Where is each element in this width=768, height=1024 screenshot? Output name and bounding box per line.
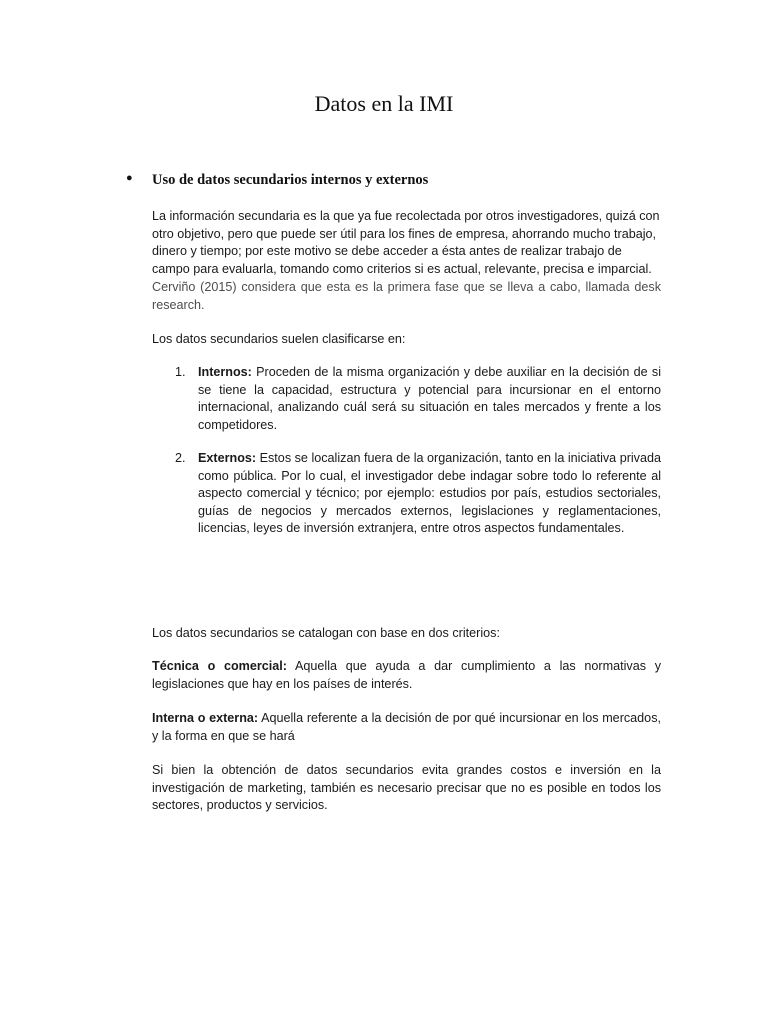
list-item-body xyxy=(198,364,661,434)
closing-paragraph: Si bien la obtención de datos secundarios evita grandes costos e inversión en la investigación de marketing, también es necesario precisar que no es posible en todos los sectores, productos y servicios. xyxy=(152,763,661,813)
list-item-term: Externos: xyxy=(198,451,257,465)
intro-paragraph: La información secundaria es la que ya fue recolectada por otros investigadores, quizá con otro objetivo, pero que puede ser útil para los fines de empresa, ahorrando mucho trabajo, dinero y tiempo; por este motivo se debe acceder a ésta antes de realizar trabajo de campo para evaluarla, tomando como criterios si es actual, relevante, precisa e imparcial. xyxy=(152,209,660,276)
criteria-intro: Los datos secundarios se catalogan con base en dos criterios: xyxy=(152,626,500,640)
criteria-text: Aquella referente a la decisión de por qué incursionar en los mercados, y la forma en que se hará xyxy=(152,711,661,743)
criteria-item xyxy=(152,658,661,693)
classification-intro: Los datos secundarios suelen clasificarse en: xyxy=(152,332,406,346)
criteria-item xyxy=(152,710,661,745)
criteria-text: Aquella que ayuda a dar cumplimiento a las normativas y legislaciones que hay en los países de interés. xyxy=(152,659,661,691)
citation-paragraph: Cerviño (2015) considera que esta es la primera fase que se lleva a cabo, llamada desk research. xyxy=(152,280,661,312)
bullet-icon: ● xyxy=(126,172,133,184)
list-item-number: 2. xyxy=(175,451,186,465)
list-item-text: Proceden de la misma organización y debe auxiliar en la decisión de si se tiene la capacidad, estructura y potencial para incursionar en el entorno internacional, analizando cuál será su situación en tales mercados y frente a los competidores. xyxy=(198,365,661,432)
document-title: Datos en la IMI xyxy=(314,91,454,116)
list-item-number: 1. xyxy=(175,365,186,379)
list-item-term: Internos: xyxy=(198,365,252,379)
list-item-body xyxy=(198,450,661,538)
section-heading-text: Uso de datos secundarios internos y externos xyxy=(152,172,429,188)
criteria-term: Interna o externa: xyxy=(152,711,259,725)
list-item-text: Estos se localizan fuera de la organización, tanto en la iniciativa privada como pública. Por lo cual, el investigador debe indagar sobre todo lo referente al aspecto comercial y técnico; por ejemplo: estudios por país, estudios sectoriales, guías de negocios y mercados externos, legislaciones y reglamentaciones, licencias, leyes de inversión extranjera, entre otros aspectos fundamentales. xyxy=(198,451,661,536)
criteria-term: Técnica o comercial: xyxy=(152,659,287,673)
